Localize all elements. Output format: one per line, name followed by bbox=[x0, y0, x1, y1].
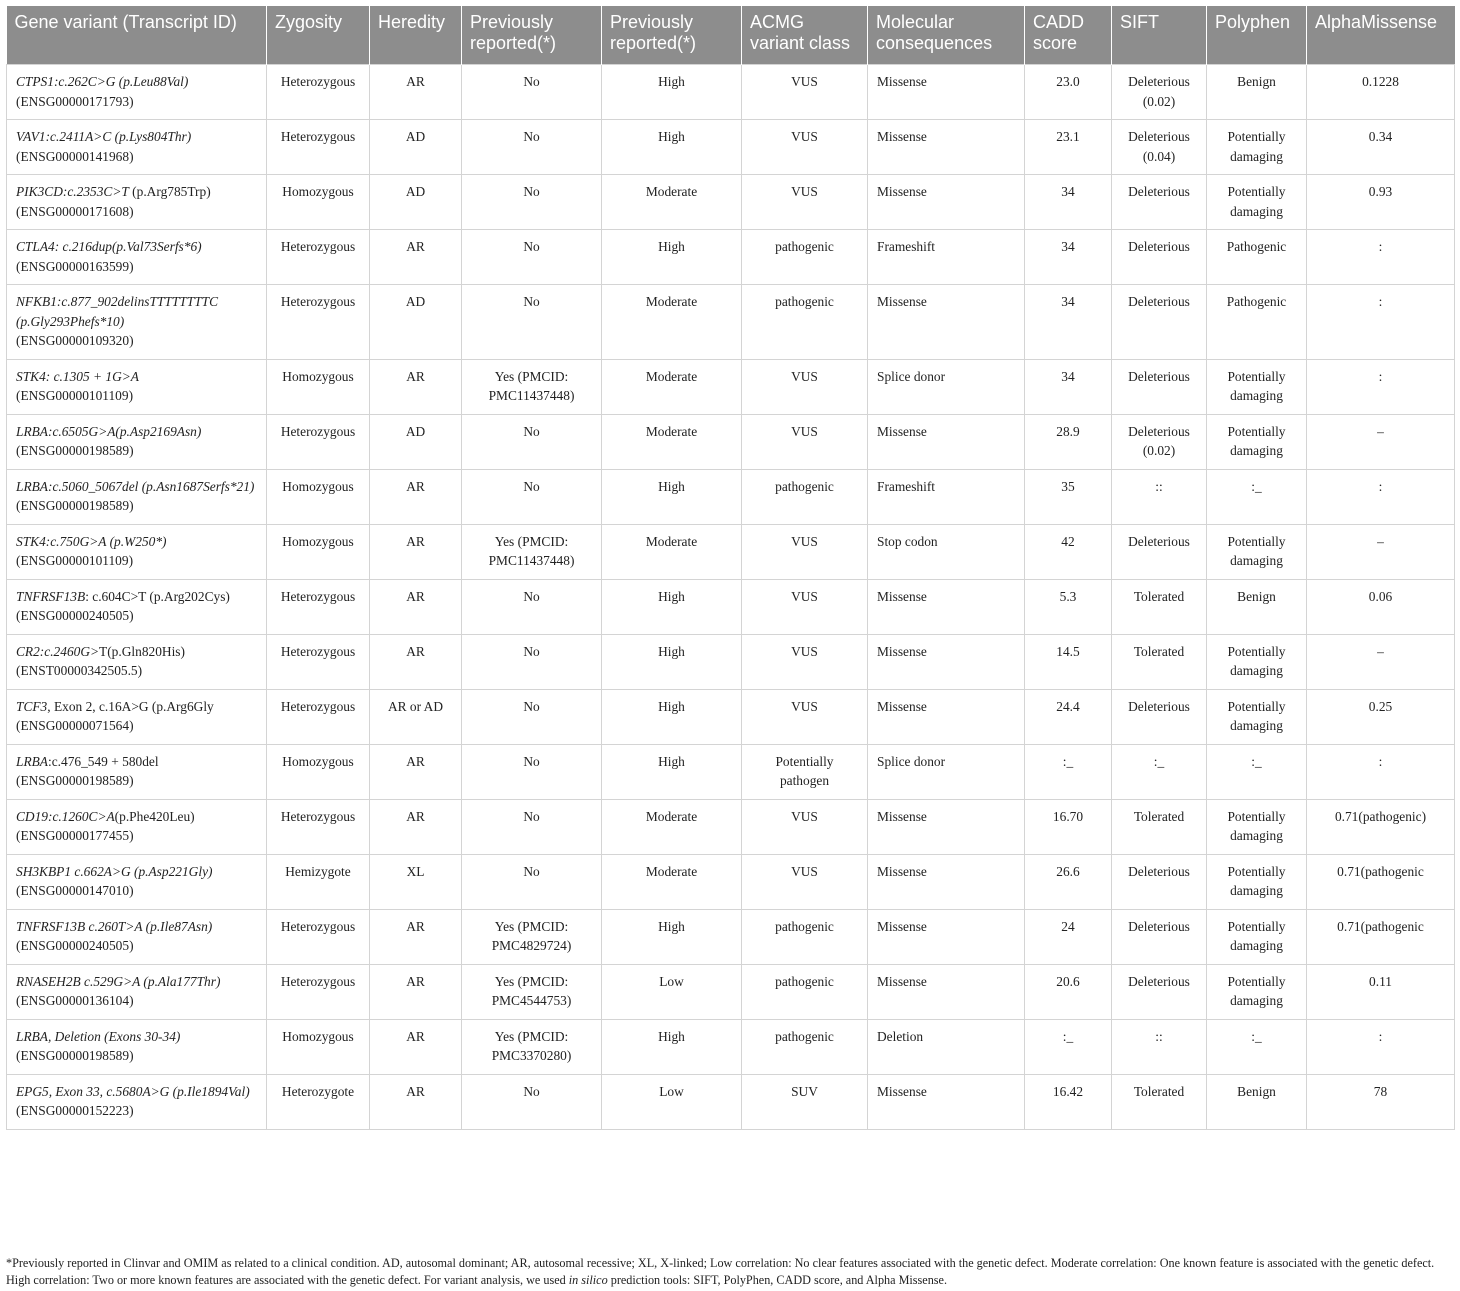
molecular-consequence-cell: Missense bbox=[868, 579, 1025, 634]
gene-variant-cell bbox=[7, 909, 267, 964]
gene-variant-cell bbox=[7, 854, 267, 909]
gene-variant-cell bbox=[7, 524, 267, 579]
molecular-consequence-cell: Missense bbox=[868, 964, 1025, 1019]
alphamissense-cell: 0.71(pathogenic bbox=[1307, 854, 1455, 909]
gene-variant-name: STK4:c.750G>A (p.W250*) bbox=[16, 533, 167, 549]
table-row bbox=[7, 469, 1455, 524]
column-header: Polyphen bbox=[1207, 6, 1307, 65]
previously-reported-cell: No bbox=[462, 175, 602, 230]
transcript-id: (ENSG00000240505) bbox=[16, 938, 134, 953]
gene-variant-cell bbox=[7, 469, 267, 524]
molecular-consequence-cell: Missense bbox=[868, 799, 1025, 854]
gene-variant-cell bbox=[7, 359, 267, 414]
molecular-consequence-cell: Missense bbox=[868, 120, 1025, 175]
sift-cell: :_ bbox=[1112, 744, 1207, 799]
alphamissense-cell: : bbox=[1307, 469, 1455, 524]
correlation-cell: Moderate bbox=[602, 285, 742, 360]
cadd-score-cell: 23.0 bbox=[1025, 65, 1112, 120]
correlation-cell: Moderate bbox=[602, 799, 742, 854]
previously-reported-cell: No bbox=[462, 120, 602, 175]
polyphen-cell: Potentially damaging bbox=[1207, 799, 1307, 854]
gene-variant-name: CR2:c.2460G> bbox=[16, 643, 100, 659]
alphamissense-cell: 0.34 bbox=[1307, 120, 1455, 175]
acmg-class-cell: pathogenic bbox=[742, 230, 868, 285]
polyphen-cell: Benign bbox=[1207, 1074, 1307, 1129]
sift-cell: :: bbox=[1112, 1019, 1207, 1074]
gene-variant-cell bbox=[7, 1019, 267, 1074]
table-row bbox=[7, 120, 1455, 175]
gene-variant-cell bbox=[7, 689, 267, 744]
previously-reported-cell: Yes (PMCID: PMC3370280) bbox=[462, 1019, 602, 1074]
cadd-score-cell: :_ bbox=[1025, 744, 1112, 799]
alphamissense-cell: : bbox=[1307, 230, 1455, 285]
sift-cell: Deleterious bbox=[1112, 689, 1207, 744]
gene-variant-name: CTPS1:c.262C>G (p.Leu88Val) bbox=[16, 74, 189, 89]
variants-table bbox=[6, 6, 1455, 1130]
polyphen-cell: Pathogenic bbox=[1207, 285, 1307, 360]
gene-variant-name: CTLA4: c.216dup(p.Val73Serfs*6) bbox=[16, 239, 202, 254]
zygosity-cell: Homozygous bbox=[267, 469, 370, 524]
cadd-score-cell: 20.6 bbox=[1025, 964, 1112, 1019]
table-footnote bbox=[6, 1255, 1456, 1289]
zygosity-cell: Heterozygous bbox=[267, 120, 370, 175]
alphamissense-cell: : bbox=[1307, 744, 1455, 799]
cadd-score-cell: :_ bbox=[1025, 1019, 1112, 1074]
acmg-class-cell: VUS bbox=[742, 854, 868, 909]
column-header: AlphaMissense bbox=[1307, 6, 1455, 65]
acmg-class-cell: pathogenic bbox=[742, 285, 868, 360]
gene-variant-name: TNFRSF13B bbox=[16, 588, 86, 604]
alphamissense-cell: 0.25 bbox=[1307, 689, 1455, 744]
sift-cell: Deleterious bbox=[1112, 909, 1207, 964]
heredity-cell: AR bbox=[370, 634, 462, 689]
table-row bbox=[7, 1019, 1455, 1074]
correlation-cell: Moderate bbox=[602, 854, 742, 909]
previously-reported-cell: No bbox=[462, 579, 602, 634]
molecular-consequence-cell: Missense bbox=[868, 175, 1025, 230]
alphamissense-cell: : bbox=[1307, 359, 1455, 414]
heredity-cell: AR bbox=[370, 799, 462, 854]
sift-cell: :: bbox=[1112, 469, 1207, 524]
molecular-consequence-cell: Missense bbox=[868, 285, 1025, 360]
heredity-cell: AR bbox=[370, 1074, 462, 1129]
polyphen-cell: Potentially damaging bbox=[1207, 524, 1307, 579]
acmg-class-cell: pathogenic bbox=[742, 964, 868, 1019]
table-row bbox=[7, 414, 1455, 469]
molecular-consequence-cell: Frameshift bbox=[868, 230, 1025, 285]
transcript-id: (ENSG00000163599) bbox=[16, 258, 134, 274]
alphamissense-cell: – bbox=[1307, 414, 1455, 469]
molecular-consequence-cell: Missense bbox=[868, 414, 1025, 469]
gene-variant-cell bbox=[7, 175, 267, 230]
acmg-class-cell: VUS bbox=[742, 414, 868, 469]
transcript-id: (ENSG00000171793) bbox=[16, 93, 134, 109]
heredity-cell: AD bbox=[370, 120, 462, 175]
heredity-cell: AR bbox=[370, 524, 462, 579]
transcript-id: (ENSG00000198589) bbox=[16, 498, 134, 513]
polyphen-cell: Potentially damaging bbox=[1207, 854, 1307, 909]
sift-cell: Deleterious bbox=[1112, 854, 1207, 909]
sift-cell: Tolerated bbox=[1112, 1074, 1207, 1129]
previously-reported-cell: Yes (PMCID: PMC11437448) bbox=[462, 524, 602, 579]
molecular-consequence-cell: Missense bbox=[868, 65, 1025, 120]
gene-variant-detail: (p.Phe420Leu) bbox=[114, 808, 195, 824]
previously-reported-cell: No bbox=[462, 744, 602, 799]
column-header: ACMG variant class bbox=[742, 6, 868, 65]
cadd-score-cell: 5.3 bbox=[1025, 579, 1112, 634]
transcript-id: (ENSG00000136104) bbox=[16, 993, 134, 1008]
previously-reported-cell: Yes (PMCID: PMC11437448) bbox=[462, 359, 602, 414]
acmg-class-cell: pathogenic bbox=[742, 1019, 868, 1074]
gene-variant-name: PIK3CD:c.2353C>T bbox=[16, 184, 129, 199]
alphamissense-cell: – bbox=[1307, 634, 1455, 689]
column-header: Gene variant (Transcript ID) bbox=[7, 6, 267, 65]
sift-cell: Deleterious bbox=[1112, 285, 1207, 360]
correlation-cell: Moderate bbox=[602, 175, 742, 230]
column-header: SIFT bbox=[1112, 6, 1207, 65]
table-row bbox=[7, 579, 1455, 634]
polyphen-cell: Potentially damaging bbox=[1207, 175, 1307, 230]
gene-variant-detail: T(p.Gln820His) bbox=[99, 643, 185, 659]
heredity-cell: AD bbox=[370, 414, 462, 469]
table-header bbox=[7, 6, 1455, 65]
sift-cell: Deleterious (0.04) bbox=[1112, 120, 1207, 175]
gene-variant-name: TNFRSF13B c.260T>A (p.Ile87Asn) bbox=[16, 918, 213, 934]
polyphen-cell: Potentially damaging bbox=[1207, 909, 1307, 964]
zygosity-cell: Heterozygous bbox=[267, 689, 370, 744]
zygosity-cell: Heterozygous bbox=[267, 909, 370, 964]
cadd-score-cell: 24.4 bbox=[1025, 689, 1112, 744]
gene-variant-name: EPG5, Exon 33, c.5680A>G (p.Ile1894Val) bbox=[16, 1083, 250, 1099]
polyphen-cell: Potentially damaging bbox=[1207, 414, 1307, 469]
table-row bbox=[7, 359, 1455, 414]
cadd-score-cell: 16.70 bbox=[1025, 799, 1112, 854]
molecular-consequence-cell: Missense bbox=[868, 689, 1025, 744]
gene-variant-cell bbox=[7, 634, 267, 689]
molecular-consequence-cell: Missense bbox=[868, 1074, 1025, 1129]
molecular-consequence-cell: Frameshift bbox=[868, 469, 1025, 524]
alphamissense-cell: : bbox=[1307, 1019, 1455, 1074]
acmg-class-cell: VUS bbox=[742, 175, 868, 230]
header-row bbox=[7, 6, 1455, 65]
gene-variant-name: VAV1:c.2411A>C (p.Lys804Thr) bbox=[16, 129, 192, 144]
previously-reported-cell: Yes (PMCID: PMC4544753) bbox=[462, 964, 602, 1019]
transcript-id: (ENSG00000071564) bbox=[16, 718, 134, 733]
transcript-id: (ENSG00000101109) bbox=[16, 388, 134, 403]
heredity-cell: AR bbox=[370, 359, 462, 414]
molecular-consequence-cell: Splice donor bbox=[868, 744, 1025, 799]
transcript-id: (ENSG00000198589) bbox=[16, 443, 134, 458]
polyphen-cell: :_ bbox=[1207, 744, 1307, 799]
transcript-id: (ENSG00000101109) bbox=[16, 553, 134, 568]
transcript-id: (ENSG00000141968) bbox=[16, 148, 134, 164]
polyphen-cell: Potentially damaging bbox=[1207, 964, 1307, 1019]
correlation-cell: High bbox=[602, 230, 742, 285]
gene-variant-name: LRBA:c.6505G>A(p.Asp2169Asn) bbox=[16, 423, 202, 439]
transcript-id: (ENSG00000198589) bbox=[16, 1048, 134, 1063]
correlation-cell: High bbox=[602, 634, 742, 689]
heredity-cell: AR bbox=[370, 1019, 462, 1074]
gene-variant-cell bbox=[7, 964, 267, 1019]
previously-reported-cell: Yes (PMCID: PMC4829724) bbox=[462, 909, 602, 964]
zygosity-cell: Heterozygous bbox=[267, 230, 370, 285]
gene-variant-name: RNASEH2B c.529G>A (p.Ala177Thr) bbox=[16, 973, 221, 989]
previously-reported-cell: No bbox=[462, 285, 602, 360]
sift-cell: Tolerated bbox=[1112, 799, 1207, 854]
heredity-cell: AR bbox=[370, 579, 462, 634]
zygosity-cell: Heterozygous bbox=[267, 634, 370, 689]
zygosity-cell: Hemizygote bbox=[267, 854, 370, 909]
acmg-class-cell: VUS bbox=[742, 359, 868, 414]
column-header: CADD score bbox=[1025, 6, 1112, 65]
cadd-score-cell: 28.9 bbox=[1025, 414, 1112, 469]
alphamissense-cell: 0.1228 bbox=[1307, 65, 1455, 120]
cadd-score-cell: 14.5 bbox=[1025, 634, 1112, 689]
table-row bbox=[7, 175, 1455, 230]
cadd-score-cell: 26.6 bbox=[1025, 854, 1112, 909]
previously-reported-cell: No bbox=[462, 854, 602, 909]
table-row bbox=[7, 230, 1455, 285]
sift-cell: Deleterious (0.02) bbox=[1112, 65, 1207, 120]
gene-variant-detail: , Exon 2, c.16A>G (p.Arg6Gly bbox=[47, 698, 214, 714]
zygosity-cell: Homozygous bbox=[267, 524, 370, 579]
acmg-class-cell: pathogenic bbox=[742, 909, 868, 964]
gene-variant-detail: : c.604C>T (p.Arg202Cys) bbox=[85, 588, 230, 604]
acmg-class-cell: VUS bbox=[742, 634, 868, 689]
table-row bbox=[7, 744, 1455, 799]
transcript-id: (ENSG00000147010) bbox=[16, 883, 134, 898]
gene-variant-cell bbox=[7, 120, 267, 175]
polyphen-cell: Benign bbox=[1207, 579, 1307, 634]
zygosity-cell: Heterozygous bbox=[267, 799, 370, 854]
alphamissense-cell: 0.11 bbox=[1307, 964, 1455, 1019]
correlation-cell: Moderate bbox=[602, 359, 742, 414]
cadd-score-cell: 23.1 bbox=[1025, 120, 1112, 175]
sift-cell: Deleterious bbox=[1112, 524, 1207, 579]
previously-reported-cell: No bbox=[462, 799, 602, 854]
heredity-cell: AD bbox=[370, 285, 462, 360]
gene-variant-name: NFKB1:c.877_902delinsTTTTTTTTC (p.Gly293Phefs*10) bbox=[16, 294, 219, 329]
correlation-cell: High bbox=[602, 120, 742, 175]
gene-variant-name: LRBA, Deletion (Exons 30-34) bbox=[16, 1028, 181, 1044]
cadd-score-cell: 24 bbox=[1025, 909, 1112, 964]
polyphen-cell: Benign bbox=[1207, 65, 1307, 120]
acmg-class-cell: SUV bbox=[742, 1074, 868, 1129]
polyphen-cell: Potentially damaging bbox=[1207, 634, 1307, 689]
gene-variant-cell bbox=[7, 414, 267, 469]
heredity-cell: XL bbox=[370, 854, 462, 909]
zygosity-cell: Heterozygous bbox=[267, 964, 370, 1019]
alphamissense-cell: 0.71(pathogenic bbox=[1307, 909, 1455, 964]
gene-variant-cell bbox=[7, 1074, 267, 1129]
heredity-cell: AR bbox=[370, 909, 462, 964]
transcript-id: (ENSG00000240505) bbox=[16, 608, 134, 623]
heredity-cell: AR bbox=[370, 469, 462, 524]
correlation-cell: Low bbox=[602, 1074, 742, 1129]
heredity-cell: AR bbox=[370, 964, 462, 1019]
polyphen-cell: Potentially damaging bbox=[1207, 359, 1307, 414]
gene-variant-name: STK4: c.1305 + 1G>A bbox=[16, 368, 139, 384]
heredity-cell: AR bbox=[370, 230, 462, 285]
acmg-class-cell: pathogenic bbox=[742, 469, 868, 524]
zygosity-cell: Heterozygous bbox=[267, 65, 370, 120]
table-row bbox=[7, 634, 1455, 689]
gene-variant-cell bbox=[7, 65, 267, 120]
alphamissense-cell: 78 bbox=[1307, 1074, 1455, 1129]
heredity-cell: AR bbox=[370, 65, 462, 120]
column-header: Previously reported(*) bbox=[602, 6, 742, 65]
sift-cell: Deleterious bbox=[1112, 359, 1207, 414]
acmg-class-cell: VUS bbox=[742, 120, 868, 175]
zygosity-cell: Homozygous bbox=[267, 1019, 370, 1074]
previously-reported-cell: No bbox=[462, 65, 602, 120]
gene-variant-cell bbox=[7, 579, 267, 634]
correlation-cell: Moderate bbox=[602, 524, 742, 579]
molecular-consequence-cell: Deletion bbox=[868, 1019, 1025, 1074]
gene-variant-cell bbox=[7, 230, 267, 285]
footnote-italic-text: in silico bbox=[568, 1273, 608, 1287]
acmg-class-cell: Potentially pathogen bbox=[742, 744, 868, 799]
footnote-text: *Previously reported in Clinvar and OMIM as related to a clinical condition. AD, autosomal dominant; AR, autosomal recessive; XL, X-linked; Low correlation: No clear features associated with the genetic defect. Moderate correlation: One known feature is associated with the genetic defect. High correlation: Two or more known features are associated with the genetic defect. For variant analysis, we used bbox=[6, 1256, 1435, 1287]
column-header: Previously reported(*) bbox=[462, 6, 602, 65]
zygosity-cell: Heterozygous bbox=[267, 579, 370, 634]
zygosity-cell: Heterozygote bbox=[267, 1074, 370, 1129]
sift-cell: Deleterious (0.02) bbox=[1112, 414, 1207, 469]
sift-cell: Deleterious bbox=[1112, 964, 1207, 1019]
correlation-cell: High bbox=[602, 1019, 742, 1074]
table-row bbox=[7, 689, 1455, 744]
cadd-score-cell: 34 bbox=[1025, 230, 1112, 285]
alphamissense-cell: – bbox=[1307, 524, 1455, 579]
gene-variant-cell bbox=[7, 744, 267, 799]
gene-variant-name: LRBA bbox=[16, 753, 48, 769]
molecular-consequence-cell: Missense bbox=[868, 854, 1025, 909]
table-row bbox=[7, 65, 1455, 120]
table-row bbox=[7, 909, 1455, 964]
cadd-score-cell: 34 bbox=[1025, 285, 1112, 360]
acmg-class-cell: VUS bbox=[742, 799, 868, 854]
transcript-id: (ENSG00000198589) bbox=[16, 773, 134, 788]
sift-cell: Tolerated bbox=[1112, 634, 1207, 689]
previously-reported-cell: No bbox=[462, 469, 602, 524]
gene-variant-detail: :c.476_549 + 580del bbox=[48, 753, 159, 769]
correlation-cell: High bbox=[602, 65, 742, 120]
table-row bbox=[7, 799, 1455, 854]
gene-variant-cell bbox=[7, 285, 267, 360]
zygosity-cell: Homozygous bbox=[267, 744, 370, 799]
sift-cell: Deleterious bbox=[1112, 230, 1207, 285]
previously-reported-cell: No bbox=[462, 414, 602, 469]
heredity-cell: AR bbox=[370, 744, 462, 799]
alphamissense-cell: : bbox=[1307, 285, 1455, 360]
cadd-score-cell: 34 bbox=[1025, 175, 1112, 230]
column-header: Zygosity bbox=[267, 6, 370, 65]
acmg-class-cell: VUS bbox=[742, 579, 868, 634]
alphamissense-cell: 0.06 bbox=[1307, 579, 1455, 634]
cadd-score-cell: 16.42 bbox=[1025, 1074, 1112, 1129]
correlation-cell: Moderate bbox=[602, 414, 742, 469]
previously-reported-cell: No bbox=[462, 230, 602, 285]
correlation-cell: High bbox=[602, 909, 742, 964]
polyphen-cell: Pathogenic bbox=[1207, 230, 1307, 285]
polyphen-cell: :_ bbox=[1207, 1019, 1307, 1074]
transcript-id: (ENSG00000171608) bbox=[16, 203, 134, 219]
molecular-consequence-cell: Missense bbox=[868, 909, 1025, 964]
acmg-class-cell: VUS bbox=[742, 689, 868, 744]
footnote-text-end: prediction tools: SIFT, PolyPhen, CADD score, and Alpha Missense. bbox=[607, 1273, 947, 1287]
cadd-score-cell: 34 bbox=[1025, 359, 1112, 414]
column-header: Heredity bbox=[370, 6, 462, 65]
table-row bbox=[7, 285, 1455, 360]
column-header: Molecular consequences bbox=[868, 6, 1025, 65]
sift-cell: Deleterious bbox=[1112, 175, 1207, 230]
molecular-consequence-cell: Splice donor bbox=[868, 359, 1025, 414]
correlation-cell: High bbox=[602, 579, 742, 634]
transcript-id: (ENSG00000177455) bbox=[16, 828, 134, 843]
alphamissense-cell: 0.93 bbox=[1307, 175, 1455, 230]
molecular-consequence-cell: Missense bbox=[868, 634, 1025, 689]
correlation-cell: High bbox=[602, 744, 742, 799]
table-row bbox=[7, 524, 1455, 579]
correlation-cell: High bbox=[602, 469, 742, 524]
gene-variant-cell bbox=[7, 799, 267, 854]
previously-reported-cell: No bbox=[462, 1074, 602, 1129]
correlation-cell: Low bbox=[602, 964, 742, 1019]
alphamissense-cell: 0.71(pathogenic) bbox=[1307, 799, 1455, 854]
table-row bbox=[7, 854, 1455, 909]
cadd-score-cell: 35 bbox=[1025, 469, 1112, 524]
acmg-class-cell: VUS bbox=[742, 65, 868, 120]
table-body bbox=[7, 65, 1455, 1130]
table-row bbox=[7, 1074, 1455, 1129]
zygosity-cell: Homozygous bbox=[267, 175, 370, 230]
previously-reported-cell: No bbox=[462, 634, 602, 689]
gene-variant-detail: (p.Arg785Trp) bbox=[128, 184, 211, 199]
zygosity-cell: Homozygous bbox=[267, 359, 370, 414]
previously-reported-cell: No bbox=[462, 689, 602, 744]
table-row bbox=[7, 964, 1455, 1019]
transcript-id: (ENSG00000109320) bbox=[16, 333, 134, 348]
acmg-class-cell: VUS bbox=[742, 524, 868, 579]
transcript-id: (ENST00000342505.5) bbox=[16, 663, 143, 678]
gene-variant-name: SH3KBP1 c.662A>G (p.Asp221Gly) bbox=[16, 863, 213, 879]
zygosity-cell: Heterozygous bbox=[267, 414, 370, 469]
zygosity-cell: Heterozygous bbox=[267, 285, 370, 360]
gene-variant-name: LRBA:c.5060_5067del (p.Asn1687Serfs*21) bbox=[16, 478, 255, 494]
polyphen-cell: Potentially damaging bbox=[1207, 689, 1307, 744]
correlation-cell: High bbox=[602, 689, 742, 744]
gene-variant-name: TCF3 bbox=[16, 698, 48, 714]
molecular-consequence-cell: Stop codon bbox=[868, 524, 1025, 579]
polyphen-cell: Potentially damaging bbox=[1207, 120, 1307, 175]
transcript-id: (ENSG00000152223) bbox=[16, 1103, 134, 1118]
polyphen-cell: :_ bbox=[1207, 469, 1307, 524]
heredity-cell: AD bbox=[370, 175, 462, 230]
cadd-score-cell: 42 bbox=[1025, 524, 1112, 579]
heredity-cell: AR or AD bbox=[370, 689, 462, 744]
sift-cell: Tolerated bbox=[1112, 579, 1207, 634]
gene-variant-name: CD19:c.1260C>A bbox=[16, 808, 115, 824]
variants-table-container bbox=[6, 6, 1454, 1130]
